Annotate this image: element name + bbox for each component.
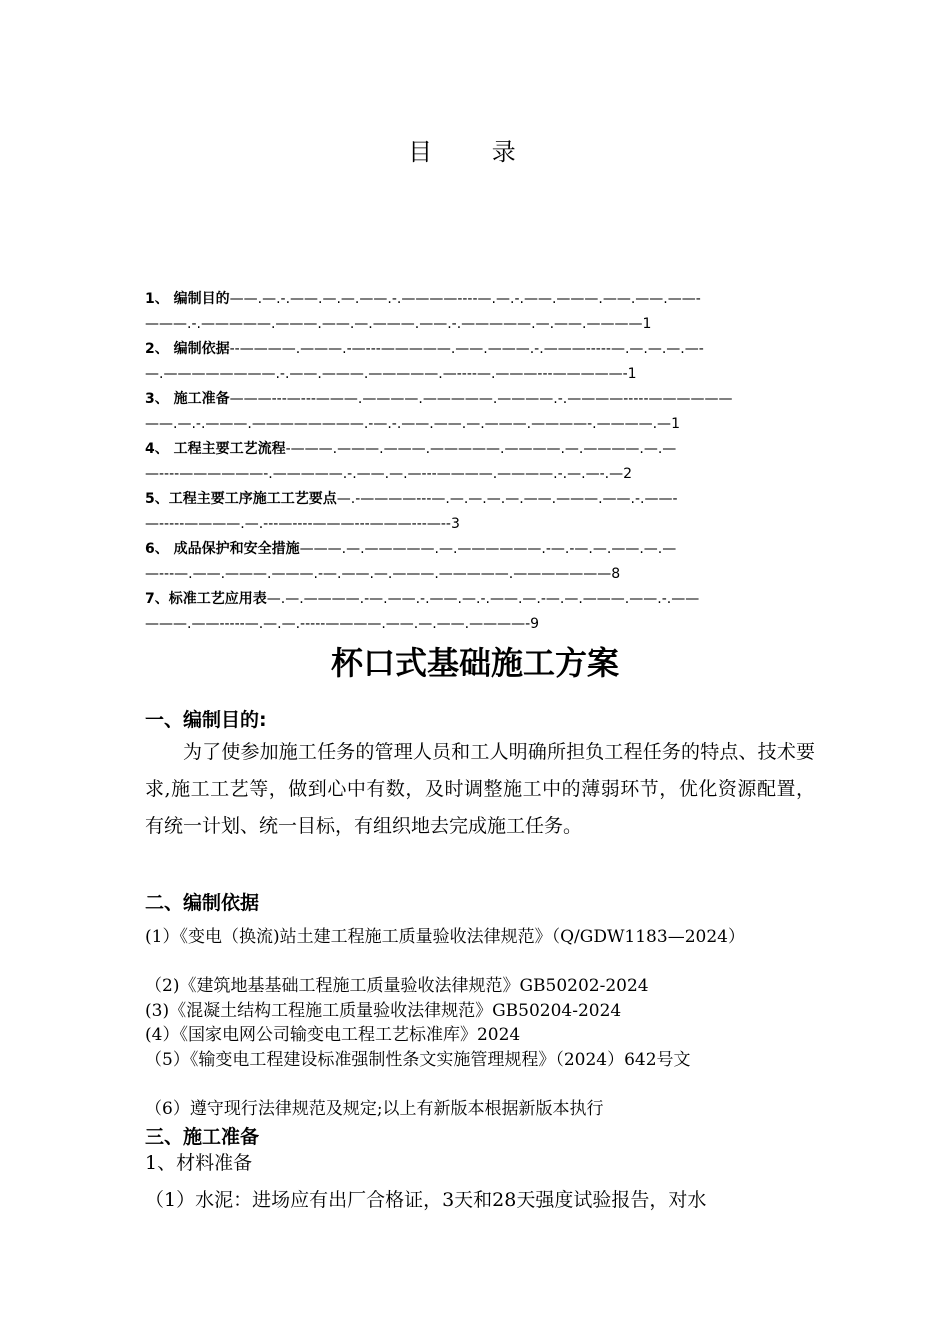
toc-entry[interactable] — [145, 287, 810, 312]
toc-page-number: -1 — [622, 366, 637, 382]
reference-item: (4）《国家电网公司输变电工程工艺标准库》2024 — [145, 1025, 521, 1045]
toc-leader: ———.—.—————.—.——————.-—.-—.—.——.—.— — [299, 541, 677, 557]
toc-entry[interactable] — [145, 537, 810, 562]
toc-entry-label: 2、 编制依据 — [145, 341, 230, 357]
toc-entry-label: 6、 成品保护和安全措施 — [145, 541, 300, 557]
toc-leader: ———.——-----—.—.—.-----————.——.—.——.———— — [145, 616, 526, 632]
toc-leader: —.—.————.-—.——.-.——.—.-.——.—.-—.—.———.——.-.—— — [266, 591, 700, 607]
reference-item: （6）遵守现行法律规范及规定;以上有新版本根据新版本执行 — [145, 1099, 604, 1119]
toc-leader: —.————————.-.——.———.—————.—----—.———---————— — [145, 366, 623, 382]
toc-leader: ——.—.-.———.————————.-—.-.——.——.—.———.————-.————.— — [145, 416, 672, 432]
toc-page-number: 1 — [642, 316, 652, 332]
toc-leader: -———.———.———.—————.————.—.————.—.— — [285, 441, 677, 457]
reference-item: (1）《变电（换流)站土建工程施工质量验收法律规范》（Q/GDW1183—2024） — [145, 927, 745, 947]
toc-title: 目 录 — [408, 138, 542, 166]
toc-entry-continuation — [145, 562, 620, 587]
section-heading-basis: 二、编制依据 — [145, 892, 260, 914]
toc-leader: --————.———.-—---—————.——.———.-.———-----—.—.—.—.—- — [229, 341, 704, 357]
toc-page-number: 2 — [623, 466, 632, 482]
toc-entry-label: 5、工程主要工序施工工艺要点 — [145, 491, 337, 507]
toc-page-number: --3 — [440, 516, 460, 532]
toc-entry-continuation — [145, 462, 632, 487]
section-heading-preparation: 三、施工准备 — [145, 1126, 260, 1148]
material-item-cement: （1）水泥：进场应有出厂合格证，3天和28天强度试验报告，对水 — [145, 1189, 707, 1211]
toc-entry-continuation — [145, 412, 680, 437]
toc-entry[interactable] — [145, 587, 810, 612]
toc-entry-continuation — [145, 612, 539, 637]
subsection-heading-materials: 1、材料准备 — [145, 1152, 253, 1174]
reference-item: （2)《建筑地基基础工程施工质量验收法律规范》GB50202-2024 — [145, 976, 649, 996]
toc-page-number: 1 — [671, 416, 680, 432]
toc-entry[interactable] — [145, 337, 810, 362]
section-paragraph-purpose: 为了使参加施工任务的管理人员和工人明确所担负工程任务的特点、技术要求,施工工艺等，做到心中有数，及时调整施工中的薄弱环节，优化资源配置，有统一计划、统一目标，有组织地去完成施工任务。 — [145, 741, 815, 837]
reference-item: （5）《输变电工程建设标准强制性条文实施管理规程》（2024）642号文 — [145, 1050, 691, 1070]
toc-leader: ———---—---———.————.—————.————.-.————-----—————— — [229, 391, 733, 407]
toc-leader: ———.-.—————.———.——.—.———.——.-.—————.—.——.———— — [145, 316, 643, 332]
toc-entry-label: 1、 编制目的 — [145, 291, 230, 307]
toc-page-number: 8 — [611, 566, 621, 582]
toc-leader: ——.—.-.——.—.—.——.-.————----—.—.-.——.———.——.——.——- — [229, 291, 701, 307]
reference-item: (3)《混凝土结构工程施工质量验收法律规范》GB50204-2024 — [145, 1001, 622, 1021]
toc-entry-continuation — [145, 312, 651, 337]
toc-entry-label: 3、 施工准备 — [145, 391, 230, 407]
section-heading-purpose: 一、编制目的: — [145, 709, 267, 731]
toc-entry-continuation — [145, 512, 460, 537]
toc-entry-continuation — [145, 362, 637, 387]
toc-leader: —-----————.—.---—----———---———---— — [145, 516, 441, 532]
toc-entry[interactable] — [145, 387, 810, 412]
toc-leader: —.-————---—.—.—.—.—.——.———.——.-.——- — [336, 491, 678, 507]
toc-page-number: -9 — [525, 616, 540, 632]
toc-entry[interactable] — [145, 487, 810, 512]
document-title: 杯口式基础施工方案 — [330, 644, 619, 682]
toc-entry-label: 4、 工程主要工艺流程 — [145, 441, 286, 457]
toc-entry-label: 7、标准工艺应用表 — [145, 591, 267, 607]
toc-leader: —----——————-.—————.-.——.—.—---————.————.-.—.—-.— — [145, 466, 624, 482]
toc-leader: —---—.——.———.———.-—.——.—.———.—————.——————— — [145, 566, 612, 582]
toc-entry[interactable] — [145, 437, 810, 462]
